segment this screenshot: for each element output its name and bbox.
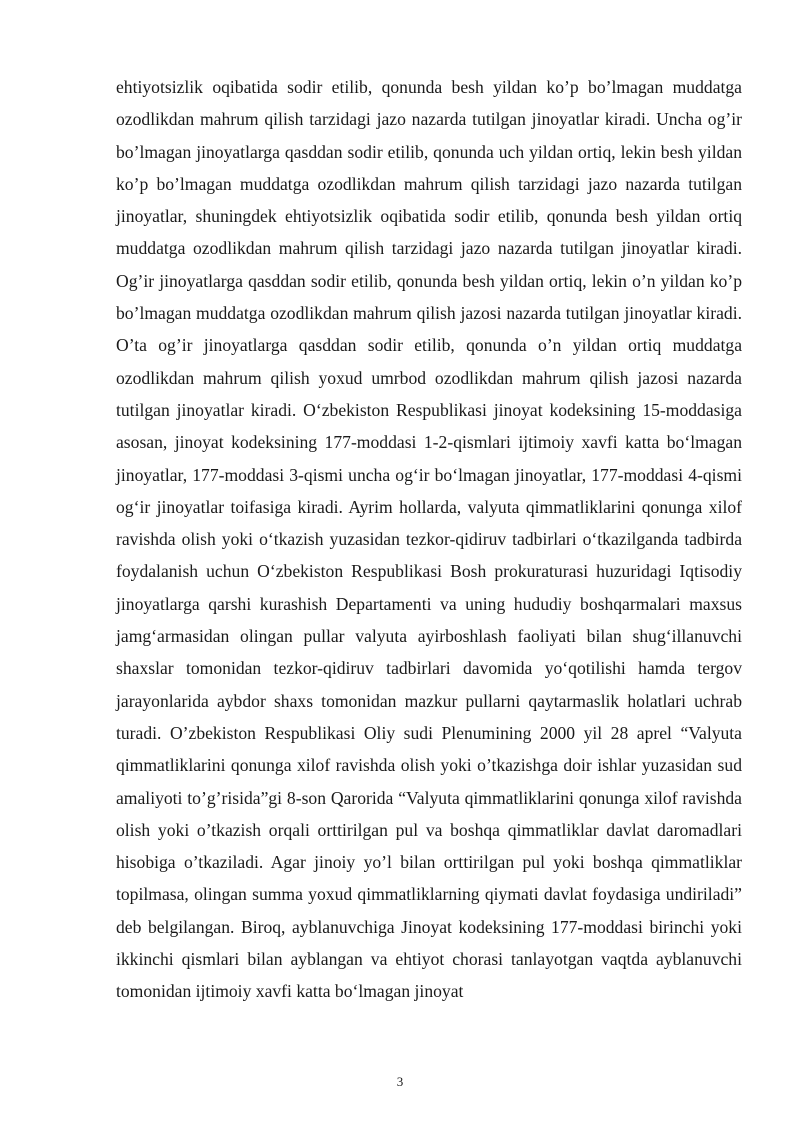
body-paragraph: ehtiyotsizlik oqibatida sodir etilib, qonunda besh yildan ko’p bo’lmagan muddatga ozodlikdan mahrum qilish tarzidagi jazo nazarda tutilgan jinoyatlar kiradi. Uncha og’ir bo’lmagan jinoyatlarga qasddan sodir etilib, qonunda uch yildan ortiq, lekin besh yildan ko’p bo’lmagan muddatga ozodlikdan mahrum qilish tarzidagi jazo nazarda tutilgan jinoyatlar, shuningdek ehtiyotsizlik oqibatida sodir etilib, qonunda besh yildan ortiq muddatga ozodlikdan mahrum qilish tarzidagi jazo nazarda tutilgan jinoyatlar kiradi. Og’ir jinoyatlarga qasddan sodir etilib, qonunda besh yildan ortiq, lekin o’n yildan ko’p bo’lmagan muddatga ozodlikdan mahrum qilish jazosi nazarda tutilgan jinoyatlar kiradi. O’ta og’ir jinoyatlarga qasddan sodir etilib, qonunda o’n yildan ortiq muddatga ozodlikdan mahrum qilish yoxud umrbod ozodlikdan mahrum qilish jazosi nazarda tutilgan jinoyatlar kiradi. O‘zbekiston Respublikasi jinoyat kodeksining 15-moddasiga asosan, jinoyat kodeksining 177-moddasi 1-2-qismlari ijtimoiy xavfi katta bo‘lmagan jinoyatlar, 177-moddasi 3-qismi uncha og‘ir bo‘lmagan jinoyatlar, 177-moddasi 4-qismi og‘ir jinoyatlar toifasiga kiradi. Ayrim hollarda, valyuta qimmatliklarini qonunga xilof ravishda olish yoki o‘tkazish yuzasidan tezkor-qidiruv tadbirlari o‘tkazilganda tadbirda foydalanish uchun O‘zbekiston Respublikasi Bosh prokuraturasi huzuridagi Iqtisodiy jinoyatlarga qarshi kurashish Departamenti va uning hududiy boshqarmalari maxsus jamg‘armasidan olingan pullar valyuta ayirboshlash faoliyati bilan shug‘illanuvchi shaxslar tomonidan tezkor-qidiruv tadbirlari davomida yo‘qotilishi hamda tergov jarayonlarida aybdor shaxs tomonidan mazkur pullarni qaytarmaslik holatlari uchrab turadi. O’zbekiston Respublikasi Oliy sudi Plenumining 2000 yil 28 aprel “Valyuta qimmatliklarini qonunga xilof ravishda olish yoki o’tkazishga doir ishlar yuzasidan sud amaliyoti to’g’risida”gi 8-son Qarorida “Valyuta qimmatliklarini qonunga xilof ravishda olish yoki o’tkazish orqali orttirilgan pul va boshqa qimmatliklar davlat daromadlari hisobiga o’tkaziladi. Agar jinoiy yo’l bilan orttirilgan pul yoki boshqa qimmatliklar topilmasa, olingan summa yoxud qimmatliklarning qiymati davlat foydasiga undiriladi” deb belgilangan. Biroq, ayblanuvchiga Jinoyat kodeksining 177-moddasi birinchi yoki ikkinchi qismlari bilan ayblangan va ehtiyot chorasi tanlayotgan vaqtda ayblanuvchi tomonidan ijtimoiy xavfi katta bo‘lmagan jinoyat bbox=[116, 77, 742, 1002]
page-number: 3 bbox=[396, 1074, 404, 1089]
